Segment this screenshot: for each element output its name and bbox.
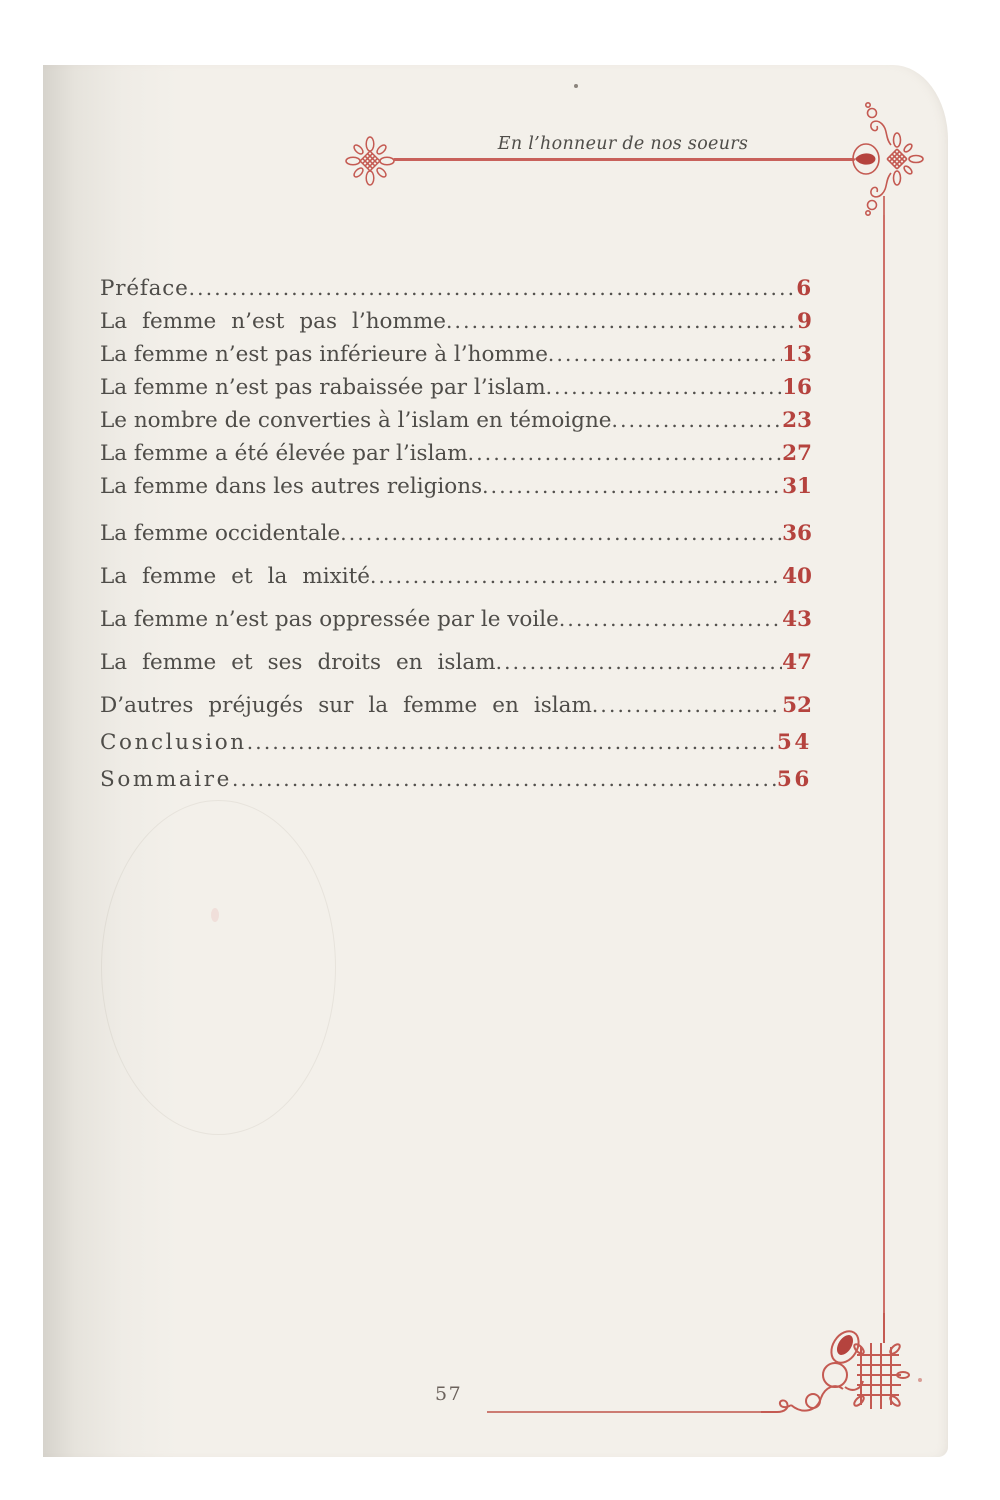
toc-entry-title: D’autres préjugés sur la femme en islam bbox=[100, 693, 592, 718]
toc-entry-title: La femme dans les autres religions bbox=[100, 474, 483, 499]
running-header-title: En l’honneur de nos soeurs bbox=[497, 134, 749, 154]
right-border-line bbox=[883, 215, 885, 1325]
toc-entry-page: 54 bbox=[776, 730, 812, 755]
dot-leader bbox=[232, 768, 777, 791]
toc-entry-page: 23 bbox=[782, 408, 812, 433]
toc-entry-page: 9 bbox=[797, 309, 812, 334]
toc-entry-title: La femme et ses droits en islam bbox=[100, 650, 496, 675]
toc-entry bbox=[100, 694, 812, 717]
dot-leader bbox=[247, 731, 777, 754]
dot-leader bbox=[468, 442, 782, 465]
toc-entry-title: Le nombre de converties à l’islam en témoigne bbox=[100, 408, 612, 433]
scan-speck bbox=[918, 1378, 922, 1382]
toc-entry bbox=[100, 277, 812, 300]
toc-entry bbox=[100, 522, 812, 545]
toc-entry-page: 47 bbox=[782, 650, 812, 675]
toc-entry-title: Conclusion bbox=[100, 730, 247, 755]
dot-leader bbox=[340, 522, 782, 545]
dot-leader bbox=[592, 694, 782, 717]
toc-entry-page: 27 bbox=[782, 441, 812, 466]
scan-arc-artifact bbox=[101, 800, 336, 1135]
toc-entry-page: 16 bbox=[782, 375, 812, 400]
toc-entry-page: 36 bbox=[782, 521, 812, 546]
toc-entry bbox=[100, 310, 812, 333]
toc-entry-page: 56 bbox=[776, 767, 812, 792]
scan-smudge bbox=[211, 908, 219, 922]
dot-leader bbox=[559, 608, 782, 631]
toc-entry bbox=[100, 651, 812, 674]
footer-rule bbox=[487, 1411, 763, 1413]
dot-leader bbox=[612, 409, 783, 432]
toc-entry bbox=[100, 376, 812, 399]
toc-entry-page: 6 bbox=[796, 276, 812, 301]
header-rule bbox=[393, 158, 855, 161]
toc-entry bbox=[100, 442, 812, 465]
toc-entry-title: La femme n’est pas oppressée par le voile bbox=[100, 607, 559, 632]
dot-leader bbox=[546, 376, 782, 399]
toc-entry-title: La femme n’est pas rabaissée par l’islam bbox=[100, 375, 546, 400]
toc-entry bbox=[100, 343, 812, 366]
dot-leader bbox=[446, 310, 797, 333]
toc-entry-title: La femme n’est pas inférieure à l’homme bbox=[100, 342, 548, 367]
dot-leader bbox=[370, 565, 782, 588]
toc-entry-title: Sommaire bbox=[100, 767, 232, 792]
top-right-corner-ornament-icon bbox=[841, 100, 931, 224]
toc-entry bbox=[100, 475, 812, 498]
toc-entry-page: 52 bbox=[782, 693, 812, 718]
toc-entry-title: Préface bbox=[100, 276, 189, 301]
toc-entry bbox=[100, 409, 812, 432]
toc-entry-title: La femme et la mixité bbox=[100, 564, 370, 589]
dot-leader bbox=[482, 475, 782, 498]
toc-entry-title: La femme a été élevée par l’islam bbox=[100, 441, 468, 466]
toc-entry bbox=[100, 731, 812, 754]
page-number: 57 bbox=[435, 1383, 463, 1405]
toc-entry bbox=[100, 768, 812, 791]
toc-entry bbox=[100, 565, 812, 588]
toc-entry bbox=[100, 608, 812, 631]
dot-leader bbox=[189, 277, 797, 300]
book-page bbox=[43, 65, 948, 1457]
bottom-right-corner-ornament-icon bbox=[761, 1313, 911, 1445]
toc-entry-page: 13 bbox=[782, 342, 812, 367]
toc-entry-page: 31 bbox=[782, 474, 812, 499]
toc-entry-page: 40 bbox=[782, 564, 812, 589]
toc-entry-title: La femme occidentale bbox=[100, 521, 341, 546]
toc-entry-page: 43 bbox=[782, 607, 812, 632]
scan-speck bbox=[574, 84, 578, 88]
toc-entry-title: La femme n’est pas l’homme bbox=[100, 309, 446, 334]
dot-leader bbox=[548, 343, 782, 366]
table-of-contents bbox=[100, 277, 812, 791]
dot-leader bbox=[496, 651, 783, 674]
